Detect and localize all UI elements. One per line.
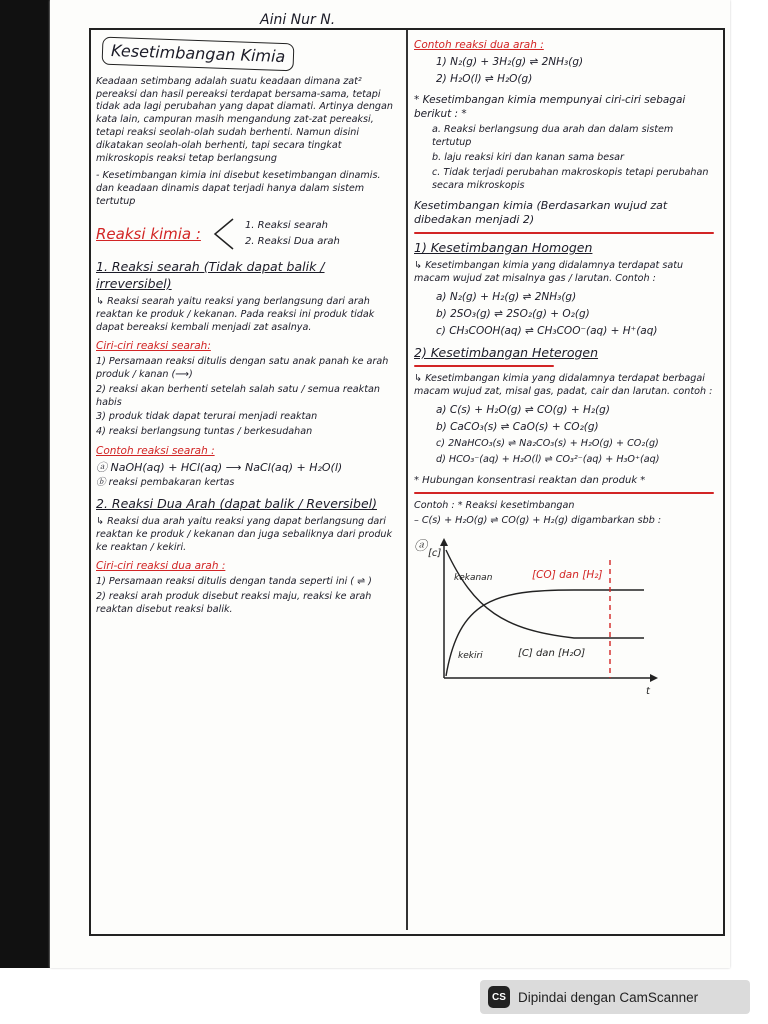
list-item: 3) produk tidak dapat terurai menjadi reaktan <box>96 411 318 423</box>
heterogen-header: 2) Kesetimbangan Heterogen <box>414 344 599 360</box>
list-item: 2. Reaksi Dua arah <box>244 235 340 247</box>
red-divider <box>414 492 714 494</box>
homogen-header: 1) Kesetimbangan Homogen <box>414 240 593 256</box>
x-axis-arrow-icon <box>650 674 658 682</box>
list-item: a. Reaksi berlangsung dua arah dan dalam sistem tertutup <box>432 123 674 148</box>
intro-paragraph-2: - Kesetimbangan kimia ini disebut kesetimbangan dinamis. dan keadaan dinamis dapat terjadi hanya dalam sistem tertutup <box>96 170 381 208</box>
list-item: 2) reaksi arah produk disebut reaksi maju, reaksi ke arah reaktan disebut reaksi balik. <box>96 591 372 616</box>
list-item: b) CaCO₃(s) ⇌ CaO(s) + CO₂(g) <box>436 421 599 434</box>
graph-kekiri-label: kekiri <box>458 650 483 661</box>
ciri-kesetimbangan-header: * Kesetimbangan kimia mempunyai ciri-ciri sebagai berikut : * <box>414 93 686 120</box>
concentration-graph <box>414 530 714 700</box>
list-item: 1. Reaksi searah <box>244 220 328 232</box>
searah-description: ↳ Reaksi searah yaitu reaksi yang berlangsung dari arah reaktan ke produk / kekanan. Pada reaksi ini produk tidak dapat bereaksi kembali menjadi zat asalnya. <box>96 295 375 333</box>
searah-header: 1. Reaksi searah (Tidak dapat balik / irreversibel) <box>96 258 325 291</box>
list-item: 1) Persamaan reaksi ditulis dengan tanda seperti ini ( ⇌ ) <box>96 576 372 588</box>
reaksi-kimia-block <box>96 217 396 251</box>
reaksi-kimia-list <box>245 217 340 250</box>
left-column <box>96 34 396 619</box>
contoh-searah-header: Contoh reaksi searah : <box>96 445 215 458</box>
camscanner-text: Dipindai dengan CamScanner <box>518 989 699 1005</box>
list-item: 2) reaksi akan berhenti setelah salah satu / semua reaktan habis <box>96 383 380 408</box>
contoh-duaarah-header: Contoh reaksi dua arah : <box>414 39 544 51</box>
graph-y-label: [c] <box>428 547 442 559</box>
graph-svg <box>414 530 714 700</box>
list-item: c) 2NaHCO₃(s) ⇌ Na₂CO₃(s) + H₂O(g) + CO₂(g) <box>436 437 659 449</box>
camscanner-watermark <box>480 980 750 1014</box>
graph-x-label: t <box>646 685 650 697</box>
list-item: d) HCO₃⁻(aq) + H₂O(l) ⇌ CO₃²⁻(aq) + H₃O⁺(aq) <box>436 453 660 465</box>
list-item: ⓐ NaOH(aq) + HCl(aq) ⟶ NaCl(aq) + H₂O(l) <box>96 460 343 474</box>
notebook-page <box>50 0 730 968</box>
reaksi-kimia-title: Reaksi kimia : <box>96 224 201 243</box>
reactant-curve <box>446 550 644 638</box>
graph-black-label: [C] dan [H₂O] <box>518 647 586 659</box>
list-item: a) C(s) + H₂O(g) ⇌ CO(g) + H₂(g) <box>436 404 610 417</box>
author-name: Aini Nur N. <box>260 12 336 28</box>
page-title: Kesetimbangan Kimia <box>102 37 295 71</box>
intro-paragraph: Keadaan setimbang adalah suatu keadaan dimana zat² pereaksi dan hasil pereaksi terdapat bersama-sama, tetapi tidak ada lagi perubahan yang dapat diamati. Artinya dengan kata lain, campuran masih mengandung zat-zat pereaksi, tetapi reaksi seolah-olah sudah berhenti. Namun disini dikatakan seolah-olah berhenti, tapi secara tingkat mikroskopis reaksi tetap berlangsung <box>96 75 393 165</box>
graph-red-label: [CO] dan [H₂] <box>532 568 603 581</box>
list-item: c) CH₃COOH(aq) ⇌ CH₃COO⁻(aq) + H⁺(aq) <box>436 325 658 338</box>
list-item: b. laju reaksi kiri dan kanan sama besar <box>432 151 624 163</box>
column-divider <box>406 30 408 930</box>
hubungan-header: * Hubungan konsentrasi reaktan dan produk * <box>414 475 646 487</box>
heterogen-description: ↳ Kesetimbangan kimia yang didalamnya terdapat berbagai macam wujud zat, misal gas, padat, cair dan larutan. contoh : <box>414 373 713 398</box>
list-item: c. Tidak terjadi perubahan makroskopis tetapi perubahan secara mikroskopis <box>432 166 709 191</box>
red-underline <box>414 365 554 367</box>
homogen-description: ↳ Kesetimbangan kimia yang didalamnya terdapat satu macam wujud zat misalnya gas / larutan. Contoh : <box>414 260 684 285</box>
right-column <box>414 34 714 700</box>
dark-edge <box>0 0 50 968</box>
kesetimbangan-wujud-header: Kesetimbangan kimia (Berdasarkan wujud zat dibedakan menjadi 2) <box>414 198 668 227</box>
red-divider <box>414 232 714 234</box>
list-item: 1) Persamaan reaksi ditulis dengan satu anak panah ke arah produk / kanan (⟶) <box>96 355 389 380</box>
bracket-icon <box>211 217 235 251</box>
y-axis-arrow-icon <box>440 538 448 546</box>
ciri-duaarah-header: Ciri-ciri reaksi dua arah : <box>96 559 226 572</box>
list-item: 2) H₂O(l) ⇌ H₂O(g) <box>436 73 533 86</box>
duaarah-description: ↳ Reaksi dua arah yaitu reaksi yang dapat berlangsung dari reaktan ke produk / kekanan dan juga sebaliknya dari produk ke reaktan / kekiri. <box>96 516 393 554</box>
camscanner-icon: CS <box>488 986 510 1008</box>
graph-kekanan-label: kekanan <box>454 572 493 583</box>
graph-label-a: ⓐ <box>414 538 428 554</box>
list-item: ⓑ reaksi pembakaran kertas <box>96 477 235 489</box>
hubungan-equation: – C(s) + H₂O(g) ⇌ CO(g) + H₂(g) digambarkan sbb : <box>414 514 662 526</box>
list-item: b) 2SO₃(g) ⇌ 2SO₂(g) + O₂(g) <box>436 308 590 321</box>
list-item: a) N₂(g) + H₂(g) ⇌ 2NH₃(g) <box>436 290 577 303</box>
ciri-searah-header: Ciri-ciri reaksi searah: <box>96 339 211 352</box>
list-item: 4) reaksi berlangsung tuntas / berkesudahan <box>96 426 313 438</box>
duaarah-header: 2. Reaksi Dua Arah (dapat balik / Reversibel) <box>96 496 377 512</box>
list-item: 1) N₂(g) + 3H₂(g) ⇌ 2NH₃(g) <box>436 56 584 69</box>
hubungan-contoh: Contoh : * Reaksi kesetimbangan <box>414 499 575 511</box>
